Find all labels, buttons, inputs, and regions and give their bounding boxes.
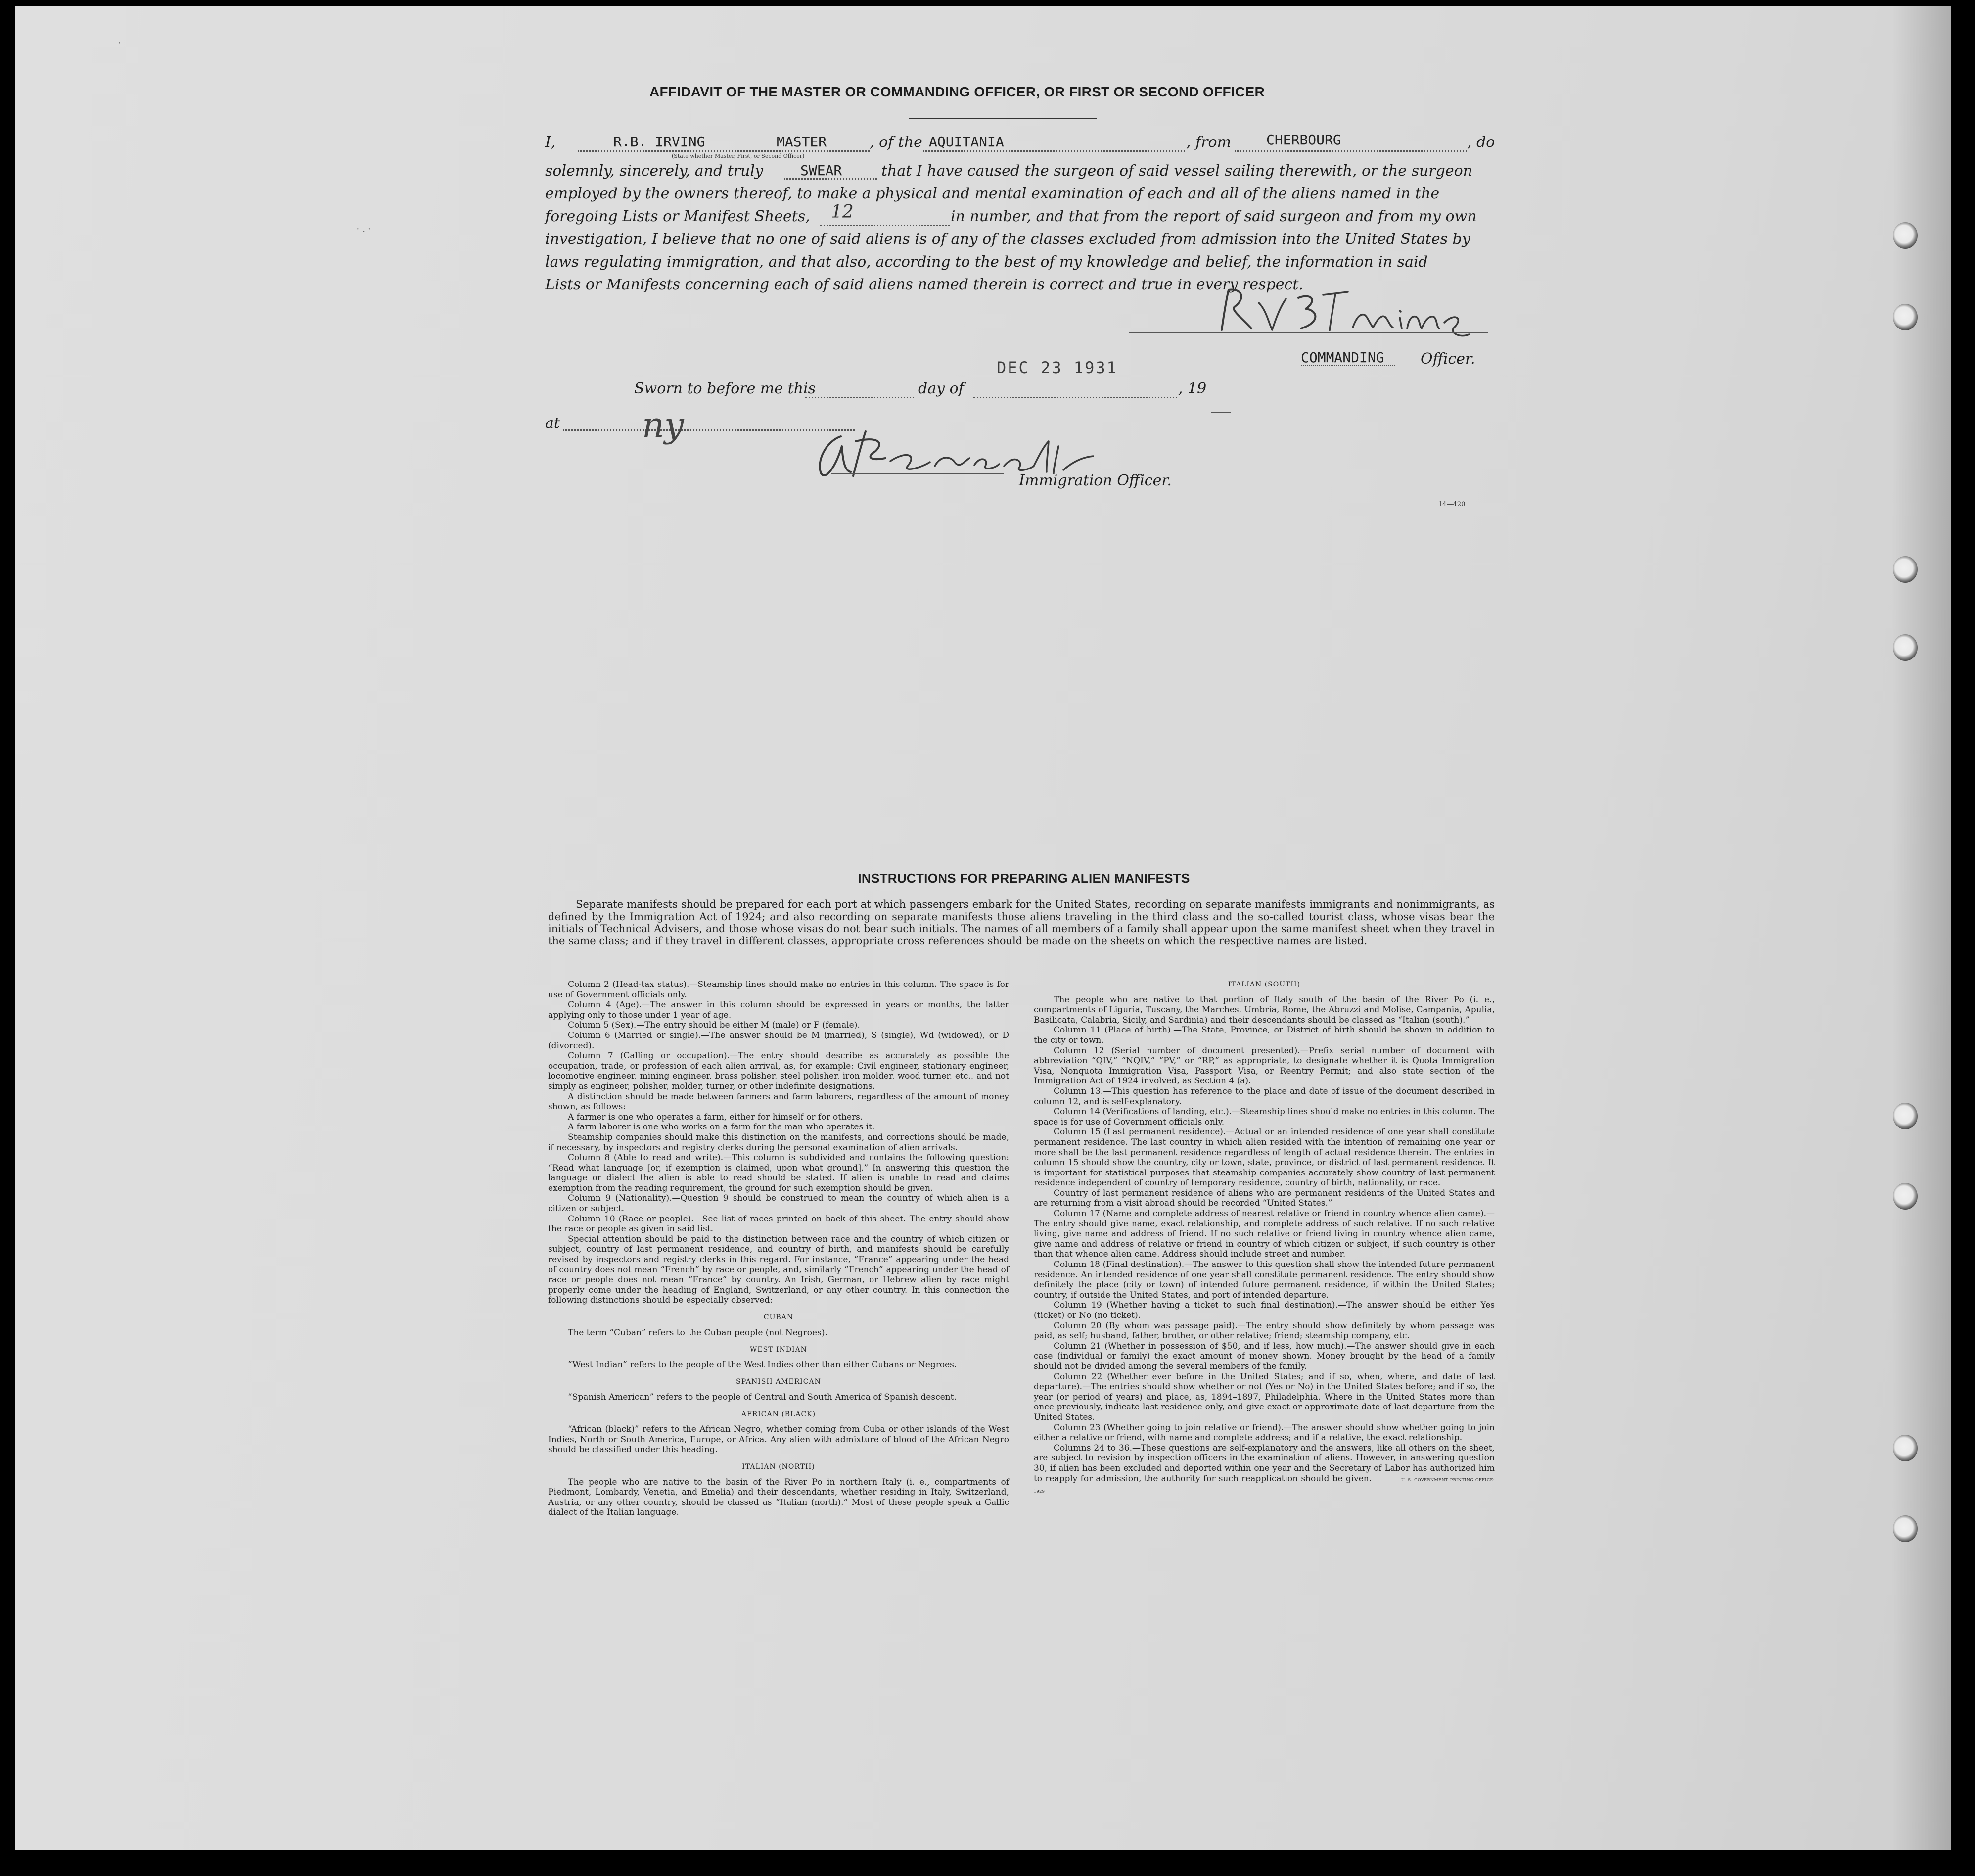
master-signature xyxy=(1212,283,1489,342)
sworn-label: Sworn to before me this xyxy=(634,380,816,397)
instructions-left-column xyxy=(548,980,1009,1518)
paragraph: The people who are native to the basin of the River Po in northern Italy (i. e., compartments of Piedmont, Lombardy, Venetia, and Emelia) and their descendants, whether residing in Italy, Switzerland, Austria, or any other country, should be classed as “Italian (north).” Most of these people speak a Gallic dialect of the Italian language. xyxy=(548,1477,1009,1518)
of-the-label: , of the xyxy=(870,134,922,151)
paragraph: “African (black)” refers to the African Negro, whether coming from Cuba or other islands of the West Indies, North or South America, Europe, or Africa. Any alien with admixture of blood of the African Negro should be classified under this heading. xyxy=(548,1424,1009,1455)
paragraph: Column 7 (Calling or occupation).—The entry should describe as accurately as possible the occupation, trade, or profession of each alien arrival, as, for example: Civil engineer, stationary engineer, locomotive engineer, mining engineer, brass polisher, steel polisher, iron molder, wood turner, etc., and not simply as engineer, polisher, molder, turner, or other indefinite designations. xyxy=(548,1051,1009,1091)
paragraph: Column 13.—This question has reference to the place and date of issue of the document described in column 12, and is self-explanatory. xyxy=(1034,1086,1495,1107)
paragraph: Column 22 (Whether ever before in the United States; and if so, when, where, and date of last departure).—The entries should show whether or not (Yes or No) in the United States before; and if so, the year (or period of years) and place, as, 1894–1897, Philadelphia. Where in the United States more than once previously, indicate last residence only, and give exact or approximate date of last departure from the United States. xyxy=(1034,1371,1495,1422)
immigration-signature-rule xyxy=(831,473,1004,474)
paragraph: “West Indian” refers to the people of the West Indies other than either Cubans or Negroes. xyxy=(568,1360,957,1370)
binder-hole xyxy=(1893,304,1918,330)
paragraph: Column 8 (Able to read and write).—This column is subdivided and contains the following question: “Read what language [or, if exemption is claimed, upon what ground].” In answering this question the language or dialect the alien is able to read should be stated. If alien is unable to read and claims exemption from the reading requirement, the ground for such exemption should be given. xyxy=(548,1153,1009,1193)
paragraph: Column 21 (Whether in possession of $50, and if less, how much).—The answer should give in each case (individual or family) the exact amount of money shown. Money brought by the head of a family should not be divided among the several members of the family. xyxy=(1034,1341,1495,1371)
vessel-name: AQUITANIA xyxy=(929,134,1004,150)
paper-sheet xyxy=(15,6,1951,1850)
paragraph-text: Columns 24 to 36.—These questions are self-explanatory and the answers, like all others on the sheet, are subject to revision by inspection officers in the examination of aliens. However, in answering question 30, if alien has been excluded and deported within one year and the Secretary of Labor has authorized him to reapply for admission, the authority for such reapplication should be given. xyxy=(1034,1443,1495,1484)
paragraph: Column 11 (Place of birth).—The State, Province, or District of birth should be shown in addition to the city or town. xyxy=(1034,1025,1495,1045)
vessel-rule xyxy=(923,150,1185,152)
binder-hole xyxy=(1893,1515,1918,1542)
year-rule xyxy=(1211,412,1231,413)
section-heading: ITALIAN (NORTH) xyxy=(742,1462,815,1471)
binder-hole xyxy=(1893,222,1918,249)
paragraph: A farm laborer is one who works on a farm for the man who operates it. xyxy=(568,1122,875,1132)
officer-name: R.B. IRVING xyxy=(613,134,705,150)
paragraph: “Spanish American” refers to the people of Central and South America of Spanish descent. xyxy=(568,1392,957,1402)
paragraph: A farmer is one who operates a farm, either for himself or for others. xyxy=(568,1112,863,1122)
officer-name-rule xyxy=(578,150,870,152)
affidavit-line-5: investigation, I believe that no one of said aliens is of any of the classes excluded from admission into the United States by xyxy=(545,231,1470,248)
paragraph: Steamship companies should make this distinction on the manifests, and corrections should be made, if necessary, by inspectors and registry clerks during the personal examination of alien arrivals. xyxy=(548,1132,1009,1153)
paragraph: Country of last permanent residence of aliens who are permanent residents of the United States and are returning from a visit abroad should be recorded “United States.” xyxy=(1034,1188,1495,1209)
paragraph: Column 18 (Final destination).—The answer to this question shall show the intended future permanent residence. An intended residence of one year shall constitute permanent residence. The entry should show definitely the place (city or town) of intended future permanent residence, if within the United States; country, if outside the United States, and port of intended departure. xyxy=(1034,1260,1495,1300)
paragraph: Column 15 (Last permanent residence).—Actual or an intended residence of one year shall constitute permanent residence. The last country in which alien resided with the intention of remaining one year or more shall be the last permanent residence regardless of length of actual residence therein. The entries in column 15 should show the country, city or town, state, province, or district of last permanent residence. It is important for statistical purposes that steamship companies accurately show country of last permanent residence independent of country of temporary residence, country of birth, nationality, or race. xyxy=(1034,1127,1495,1188)
section-heading: CUBAN xyxy=(763,1313,794,1321)
officer-title-rule xyxy=(1301,365,1395,366)
instructions-title: INSTRUCTIONS FOR PREPARING ALIEN MANIFESTS xyxy=(858,871,1190,886)
paragraph: A distinction should be made between farmers and farm laborers, regardless of the amount of money shown, as follows: xyxy=(548,1091,1009,1112)
instructions-right-column xyxy=(1034,980,1495,1497)
paragraph: The term “Cuban” refers to the Cuban people (not Negroes). xyxy=(568,1327,827,1338)
paragraph: Column 2 (Head-tax status).—Steamship lines should make no entries in this column. The space is for use of Government officials only. xyxy=(548,980,1009,1000)
binder-hole xyxy=(1893,634,1918,661)
section-heading: WEST INDIAN xyxy=(750,1346,807,1354)
affidavit-line-2-tail: that I have caused the surgeon of said vessel sailing therewith, or the surgeon xyxy=(881,162,1472,180)
paragraph: Column 23 (Whether going to join relative or friend).—The answer should show whether going to join either a relative or friend, with name and complete address; and if a relative, the exact relationship. xyxy=(1034,1422,1495,1443)
year-label: , 19 xyxy=(1178,380,1207,397)
day-label: day of xyxy=(918,380,964,397)
at-label: at xyxy=(545,415,560,432)
binder-hole xyxy=(1893,1183,1918,1210)
paragraph: The people who are native to that portion of Italy south of the basin of the River Po (i. e., compartments of Liguria, Tuscany, the Marches, Umbria, Rome, the Abruzzi and Molise, Campania, Apulia, Basilicata, Calabria, Sicily, and Sardinia) and their descendants should be classed as “Italian (south).” xyxy=(1034,994,1495,1025)
oath-word: SWEAR xyxy=(800,162,842,179)
pronoun-i: I, xyxy=(545,134,556,151)
instructions-intro: Separate manifests should be prepared for each port at which passengers embark for the United States, recording on separate manifests immigrants and nonimmigrants, as defined by the Immigration Act of 1924; and also recording on separate manifests those aliens traveling in the third class and the so-called tourist class, whose visas bear the initials of Technical Advisers, and those whose visas do not bear such initials. The names of all members of a family shall appear upon the same manifest sheet when they travel in the same class; and if they travel in different classes, appropriate cross references should be made on the sheets on which the respective names are listed. xyxy=(548,898,1495,947)
paragraph: Column 19 (Whether having a ticket to such final destination).—The answer should be either Yes (ticket) or No (no ticket). xyxy=(1034,1300,1495,1320)
sheet-count: 12 xyxy=(831,202,854,222)
month-rule xyxy=(973,397,1177,398)
printer-imprint: U. S. GOVERNMENT PRINTING OFFICE: 1929 xyxy=(1034,1477,1495,1494)
sheets-rule xyxy=(820,225,950,226)
master-signature-rule xyxy=(1129,332,1488,333)
paragraph: Column 10 (Race or people).—See list of races printed on back of this sheet. The entry should show the race or people as given in said list. xyxy=(548,1214,1009,1234)
paragraph: Column 4 (Age).—The answer in this column should be expressed in years or months, the latter applying only to those under 1 year of age. xyxy=(548,1000,1009,1020)
officer-rank: MASTER xyxy=(777,134,827,150)
affidavit-line-4-tail: in number, and that from the report of said surgeon and from my own xyxy=(951,208,1477,225)
affidavit-line-2-lead: solemnly, sincerely, and truly xyxy=(545,162,764,180)
affidavit-line-3: employed by the owners thereof, to make a physical and mental examination of each and all of the aliens named in the xyxy=(545,185,1440,202)
paragraph: Column 5 (Sex).—The entry should be either M (male) or F (female). xyxy=(568,1020,860,1031)
date-stamp: DEC 23 1931 xyxy=(997,358,1118,377)
section-heading: ITALIAN (SOUTH) xyxy=(1228,981,1301,988)
place-handwritten: ny xyxy=(642,405,684,445)
paragraph: Column 20 (By whom was passage paid).—The entry should show definitely by whom passage was paid, as self; husband, father, brother, or other relative; friend; steamship company, etc. xyxy=(1034,1320,1495,1341)
paragraph: Column 6 (Married or single).—The answer should be M (married), S (single), Wd (widowed), or D (divorced). xyxy=(548,1030,1009,1051)
paragraph: Column 9 (Nationality).—Question 9 should be construed to mean the country of which alien is a citizen or subject. xyxy=(548,1193,1009,1214)
section-heading: AFRICAN (BLACK) xyxy=(741,1410,816,1418)
affidavit-title: AFFIDAVIT OF THE MASTER OR COMMANDING OFFICER, OR FIRST OR SECOND OFFICER xyxy=(649,84,1265,99)
from-label: , from xyxy=(1186,134,1232,151)
affidavit-line-7: Lists or Manifests concerning each of said aliens named therein is correct and true in every respect. xyxy=(545,276,1303,293)
immigration-officer-label: Immigration Officer. xyxy=(1019,472,1172,489)
binder-hole xyxy=(1893,1435,1918,1461)
binder-hole xyxy=(1893,1103,1918,1129)
port-name: CHERBOURG xyxy=(1266,132,1341,148)
paragraph xyxy=(1034,1443,1495,1497)
sworn-day-rule xyxy=(805,397,914,398)
scan-speck: · xyxy=(118,38,121,48)
paragraph: Column 17 (Name and complete address of nearest relative or friend in country whence alien came).—The entry should give name, exact relationship, and complete address of such relative. If no such relative living, give name and address of friend. If no such relative or friend living in country whence alien came, give name and address of relative or friend in country of which citizen or subject, if such country is other than that whence alien came. Address should include street and number. xyxy=(1034,1209,1495,1260)
section-heading: SPANISH AMERICAN xyxy=(736,1378,821,1386)
port-rule xyxy=(1235,150,1467,152)
affidavit-line-4-lead: foregoing Lists or Manifest Sheets, xyxy=(545,208,810,225)
officer-label: Officer. xyxy=(1421,350,1475,368)
affidavit-line-6: laws regulating immigration, and that also, according to the best of my knowledge and belief, the information in said xyxy=(545,253,1428,271)
paragraph: Column 12 (Serial number of document presented).—Prefix serial number of document with abbreviation “QIV,” “NQIV,” “PV,” or “RP,” as appropriate, to designate whether it is Quota Immigration Visa, Nonquota Immigration Visa, Passport Visa, or Reentry Permit; and also state section of the Immigration Act of 1924 involved, as Section 4 (a). xyxy=(1034,1045,1495,1086)
do-label: , do xyxy=(1467,134,1495,151)
paragraph: Special attention should be paid to the distinction between race and the country of which citizen or subject, country of last permanent residence, and country of birth, and manifests should be carefully revised by inspectors and registry clerks in this regard. For instance, “France” appearing under the head of country does not mean “French” by race or people, and, similarly “French” appearing under the head of race or people does not mean “France” by country. An Irish, German, or Hebrew alien by race might properly come under the heading of England, Switzerland, or any other country. In this connection the following distinctions should be especially observed: xyxy=(548,1234,1009,1306)
scan-speck: ·.· xyxy=(356,224,374,234)
binder-hole xyxy=(1893,556,1918,583)
form-number: 14—420 xyxy=(1438,501,1466,508)
page-edge-shadow xyxy=(1892,6,1951,1850)
officer-title-fill: COMMANDING xyxy=(1301,349,1384,366)
title-rule xyxy=(909,118,1097,119)
rank-note: (State whether Master, First, or Second Officer) xyxy=(672,153,805,159)
paragraph: Column 14 (Verifications of landing, etc.).—Steamship lines should make no entries in this column. The space is for use of Government officials only. xyxy=(1034,1107,1495,1127)
